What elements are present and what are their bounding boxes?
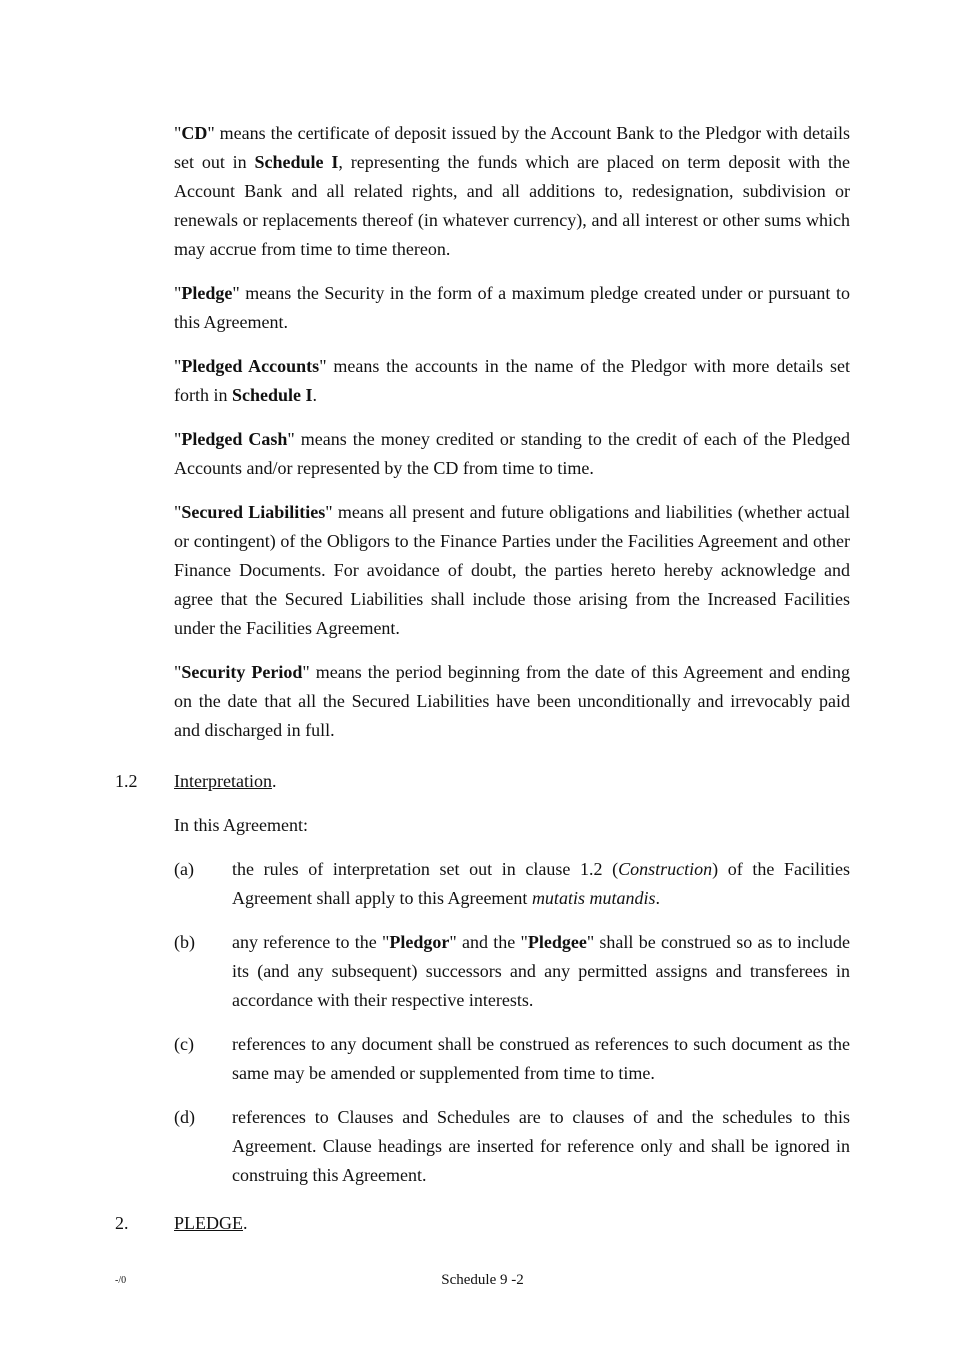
italic-reference: Construction [618, 859, 713, 879]
item-text [232, 1103, 850, 1190]
definitions-list [174, 119, 850, 760]
definition-pledge [174, 279, 850, 337]
footer-reference: -/0 [115, 1275, 127, 1286]
defined-term: Security Period [181, 662, 303, 682]
close-quote: " [302, 662, 310, 682]
interpretation-intro: In this Agreement: [174, 815, 308, 835]
definition-pledged-accounts [174, 352, 850, 410]
open-quote: " [174, 283, 182, 303]
item-label: (b) [174, 932, 195, 952]
definition-text: means the Security in the form of a maximum pledge created under or pursuant to this Agreement. [174, 283, 850, 332]
defined-term: Pledgee [527, 932, 587, 952]
section-title-suffix: . [271, 771, 277, 791]
item-text-part: any reference to the " [232, 932, 390, 952]
definition-text: means the accounts in the name of the Pledgor with more details set forth in [174, 356, 850, 405]
definition-cd [174, 119, 850, 264]
defined-term: Pledge [181, 283, 233, 303]
section-title-wrap [174, 767, 276, 796]
definition-text: means all present and future obligations and liabilities (whether actual or contingent) of the Obligors to the Finance Parties under the Facilities Agreement and other Finance Documents. For avoidance of doubt, the parties hereto hereby acknowledge and agree that the Secured Liabilities shall include those arising from the Increased Facilities under the Facilities Agreement. [174, 502, 850, 638]
list-item [174, 928, 850, 1015]
item-text-part: the rules of interpretation set out in clause 1.2 ( [232, 859, 619, 879]
definition-text: means the certificate of deposit issued by the Account Bank to the Pledgor with details set out in [174, 123, 850, 172]
defined-term: CD [181, 123, 208, 143]
item-label: (c) [174, 1034, 194, 1054]
list-item [174, 855, 850, 913]
defined-term: Pledged Cash [181, 429, 288, 449]
close-quote: " [325, 502, 333, 522]
section-number: 1.2 [115, 771, 138, 791]
item-text [232, 928, 850, 1015]
definition-secured-liabilities [174, 498, 850, 643]
section-title-wrap [174, 1209, 248, 1238]
definition-text: means the period beginning from the date of this Agreement and ending on the date that all the Secured Liabilities have been unconditionally and irrevocably paid and discharged in full. [174, 662, 850, 740]
close-quote: " [232, 283, 240, 303]
item-text-part: references to any document shall be construed as references to such document as the same may be amended or supplemented from time to time. [232, 1034, 850, 1083]
item-text-part: . [655, 888, 660, 908]
defined-term: Pledged Accounts [181, 356, 320, 376]
item-text-part: ) of the Facilities Agreement shall apply to this Agreement [232, 859, 850, 908]
item-text [232, 1030, 850, 1088]
footer-page-label: Schedule 9 -2 [441, 1272, 524, 1288]
definition-text: , representing the funds which are placed on term deposit with the Account Bank and all related rights, and all additions to, redesignation, subdivision or renewals or replacements thereof (in whatever currency), and all interest or other sums which may accrue from time to time thereon. [174, 152, 850, 259]
schedule-reference: Schedule I [254, 152, 339, 172]
item-label: (d) [174, 1107, 195, 1127]
interpretation-list [174, 855, 850, 1205]
list-item [174, 1103, 850, 1190]
close-quote: " [207, 123, 215, 143]
definition-pledged-cash [174, 425, 850, 483]
item-text-part: references to Clauses and Schedules are to clauses of and the schedules to this Agreement. Clause headings are inserted for reference only and shall be ignored in construing this Agreement. [232, 1107, 850, 1185]
item-text-part: " and the " [449, 932, 528, 952]
defined-term: Secured Liabilities [181, 502, 326, 522]
open-quote: " [174, 502, 182, 522]
close-quote: " [287, 429, 295, 449]
section-number: 2. [115, 1213, 129, 1233]
list-item [174, 1030, 850, 1088]
section-title: Interpretation [174, 771, 272, 791]
schedule-reference: Schedule I [232, 385, 313, 405]
definition-text: means the money credited or standing to the credit of each of the Pledged Accounts and/or represented by the CD from time to time. [174, 429, 850, 478]
item-text-part: " shall be construed so as to include its (and any subsequent) successors and any permitted assigns and transferees in accordance with their respective interests. [232, 932, 850, 1010]
section-title-suffix: . [243, 1213, 248, 1233]
open-quote: " [174, 356, 182, 376]
definition-security-period [174, 658, 850, 745]
definition-text: . [312, 385, 318, 405]
defined-term: Pledgor [389, 932, 450, 952]
italic-phrase: mutatis mutandis [531, 888, 656, 908]
open-quote: " [174, 123, 182, 143]
open-quote: " [174, 662, 182, 682]
item-text [232, 855, 850, 913]
item-label: (a) [174, 859, 194, 879]
section-title: PLEDGE [174, 1213, 243, 1233]
close-quote: " [319, 356, 327, 376]
open-quote: " [174, 429, 182, 449]
